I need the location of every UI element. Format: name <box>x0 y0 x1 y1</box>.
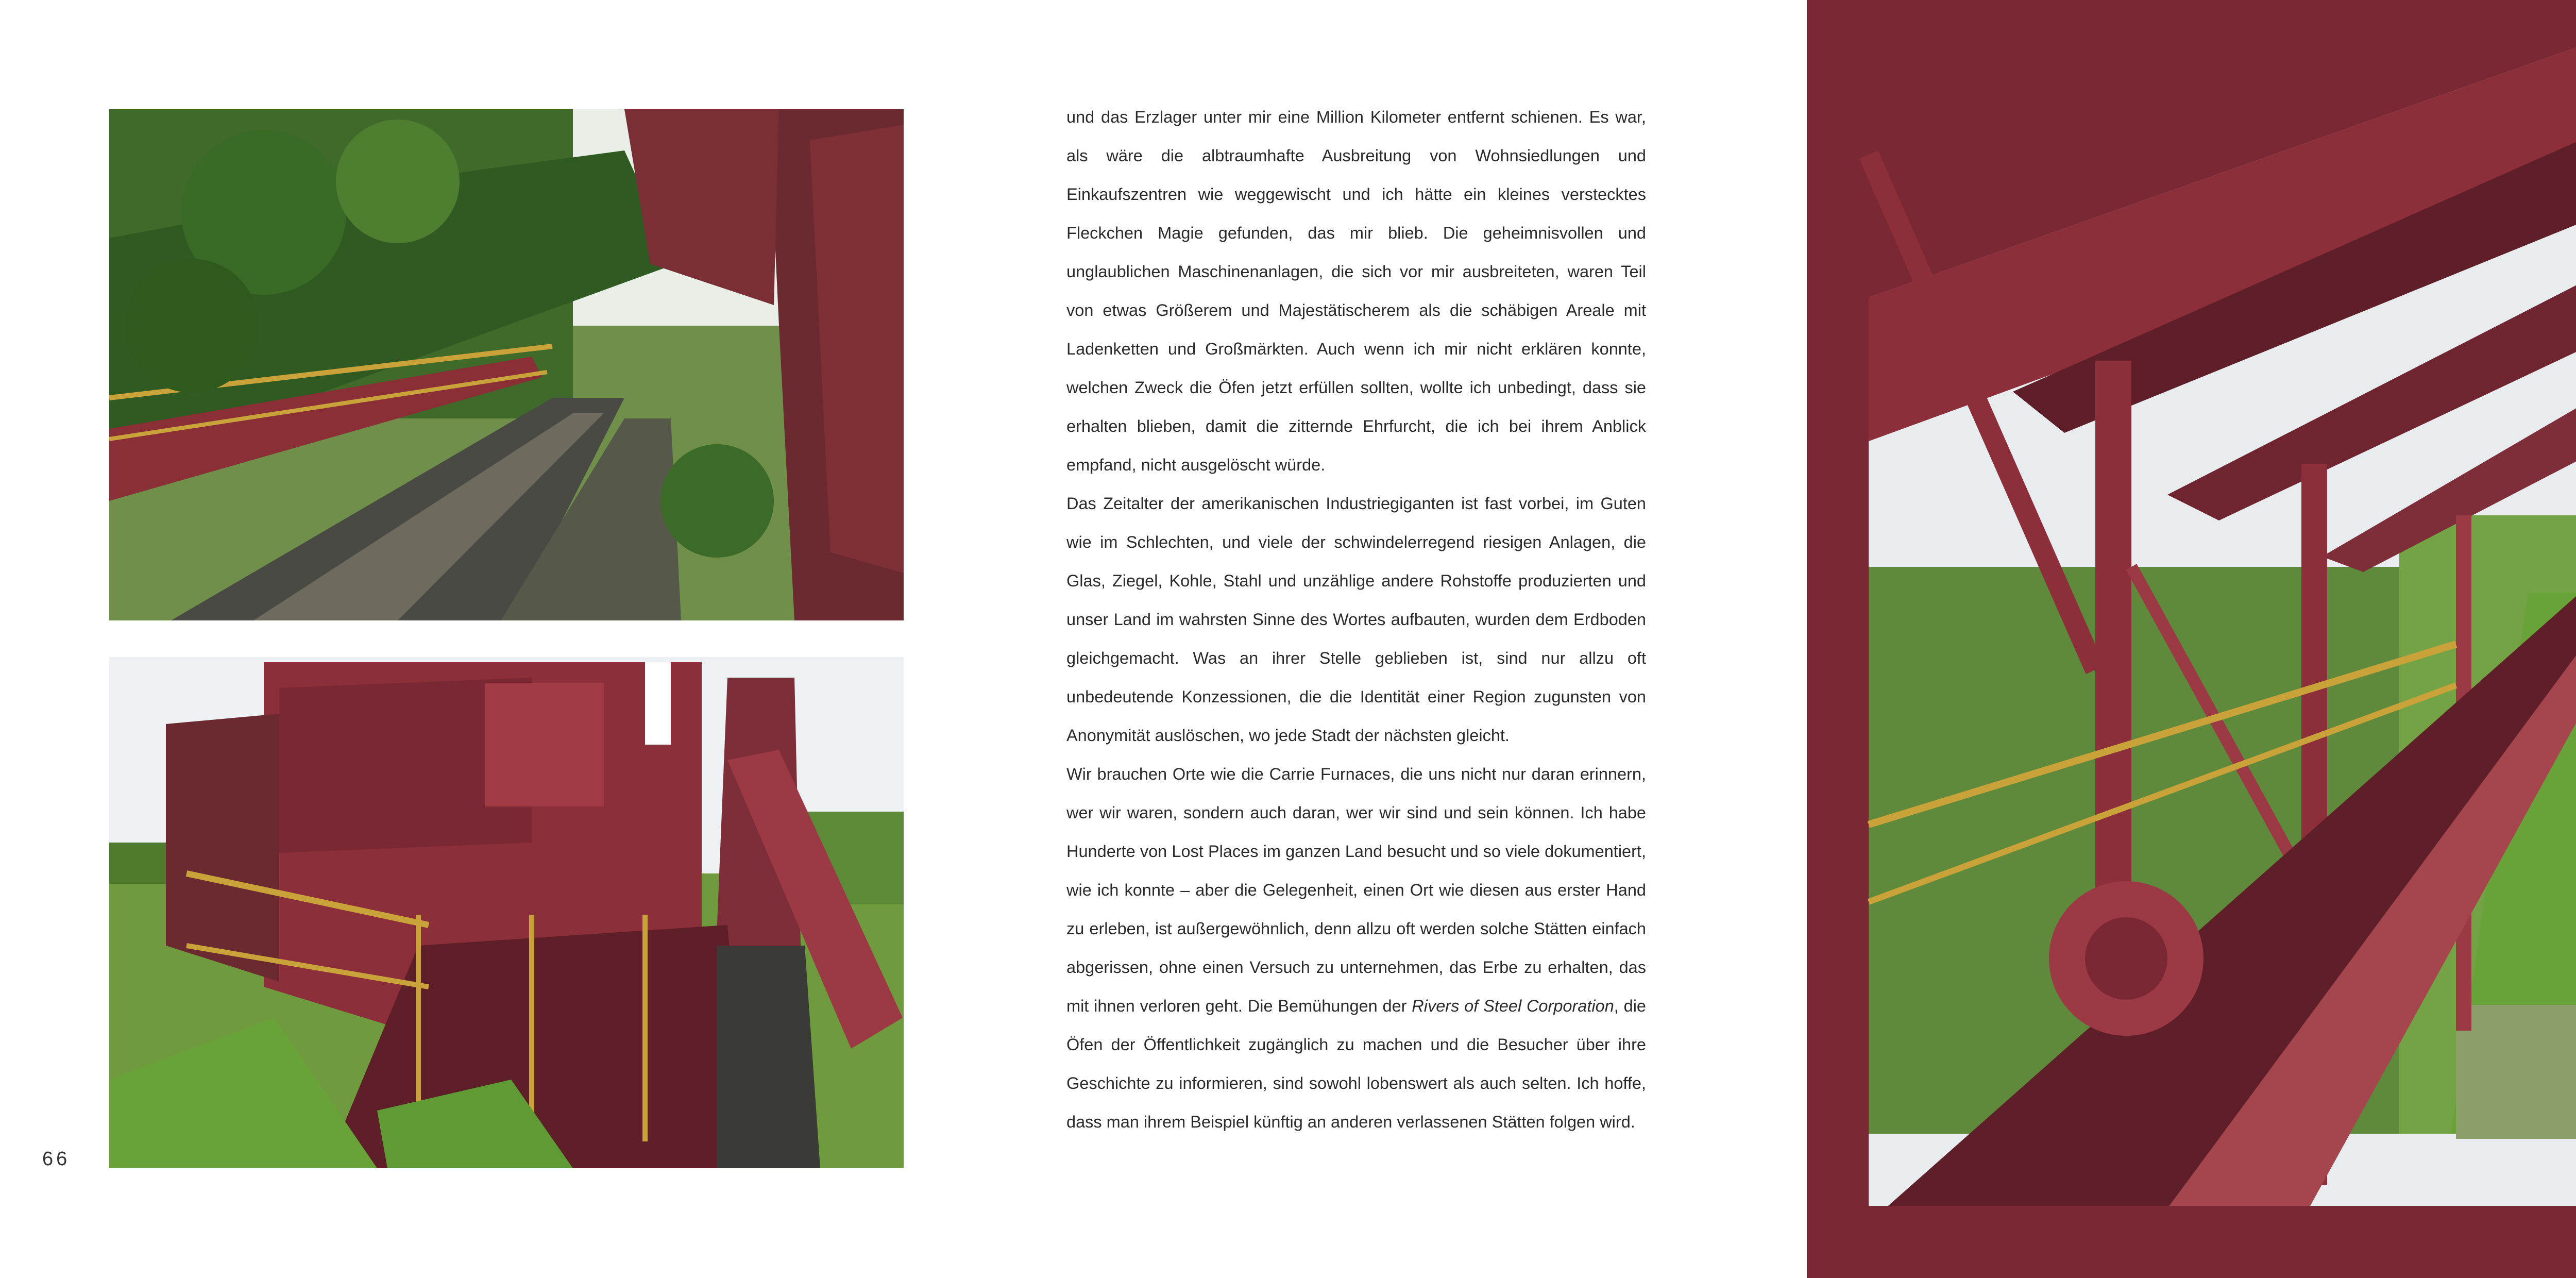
article-paragraph-3 <box>1066 755 1646 1141</box>
article-paragraph-1: und das Erzlager unter mir eine Million Kilometer entfernt schienen. Es war, als wäre die albtraumhafte Ausbreitung von Wohnsiedlungen und Einkaufszentren wie weggewischt und ich hätte ein kleines verstecktes Fleckchen Magie gefunden, das mir blieb. Die geheimnisvollen und unglaublichen Maschinenanlagen, die sich vor mir ausbreiteten, waren Teil von etwas Größerem und Majestätischerem als die schäbigen Areale mit Ladenketten und Großmärkten. Auch wenn ich mir nicht erklären konnte, welchen Zweck die Öfen jetzt erfüllen sollten, wollte ich unbedingt, dass sie erhalten blieben, damit die zitternde Ehrfurcht, die ich bei ihrem Anblick empfand, nicht ausgelöscht würde. <box>1066 108 1646 474</box>
steel-truss-bridge-image <box>1807 0 2576 1278</box>
photo-overgrown-walkway <box>109 109 904 620</box>
article-paragraph-3-part-b: , die Öfen der Öffentlichkeit zugänglich zu machen und die Besucher über ihre Geschichte zu informieren, sind sowohl lobenswert als auch selten. Ich hoffe, dass man ihrem Beispiel künftig an anderen verlassenen Stätten folgen wird. <box>1066 997 1647 1131</box>
article-paragraph-3-emphasis: Rivers of Steel Corporation <box>1412 997 1614 1015</box>
red-machinery-image <box>109 657 904 1168</box>
photo-steel-truss-bridge <box>1807 0 2576 1278</box>
photo-red-machinery <box>109 657 904 1168</box>
article-paragraph-3-part-a: Wir brauchen Orte wie die Carrie Furnaces, die uns nicht nur daran erinnern, wer wir waren, sondern auch daran, wer wir sind und sein können. Ich habe Hunderte von Lost Places im ganzen Land besucht und so viele dokumentiert, wie ich konnte – aber die Gelegenheit, einen Ort wie diesen aus erster Hand zu erleben, ist außergewöhnlich, denn allzu oft werden solche Stätten einfach abgerissen, ohne einen Versuch zu unternehmen, das Erbe zu erhalten, das mit ihnen verloren geht. Die Bemühungen der <box>1066 765 1646 1015</box>
overgrown-walkway-image <box>109 109 904 620</box>
article-paragraph-2: Das Zeitalter der amerikanischen Industriegiganten ist fast vorbei, im Guten wie im Schlechten, und viele der schwindelerregend riesigen Anlagen, die Glas, Ziegel, Kohle, Stahl und unzählige andere Rohstoffe produzierten und unser Land im wahrsten Sinne des Wortes aufbauten, wurden dem Erdboden gleichgemacht. Was an ihrer Stelle geblieben ist, sind nur allzu oft unbedeutende Konzessionen, die die Identität einer Region zugunsten von Anonymität auslöschen, wo jede Stadt der nächsten gleicht. <box>1066 494 1646 745</box>
right-page <box>1807 0 2576 1278</box>
page-number: 66 <box>42 1148 71 1170</box>
article-text <box>1066 98 1646 1141</box>
